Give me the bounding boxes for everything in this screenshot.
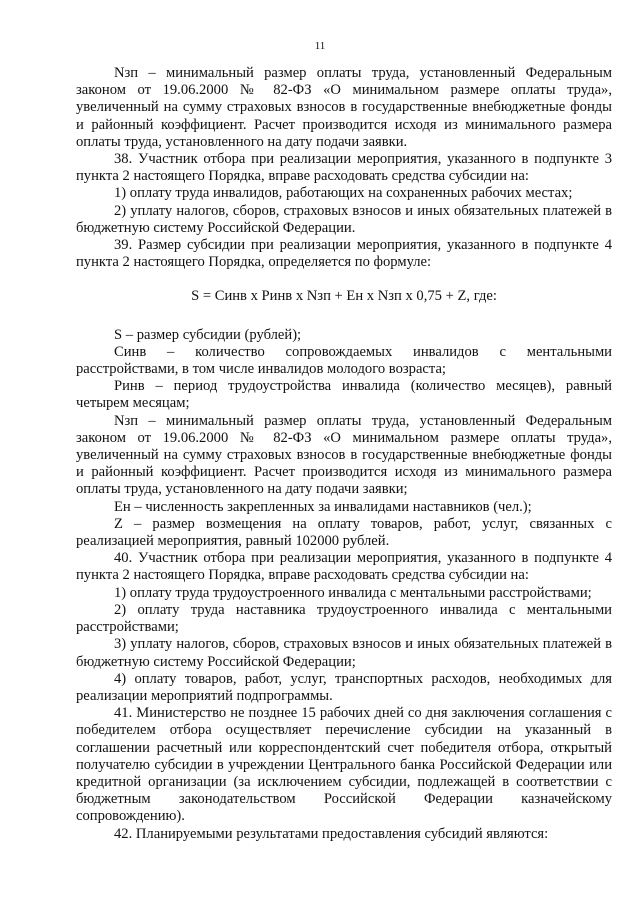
list-item-38-1: 1) оплату труда инвалидов, работающих на сохраненных рабочих местах; — [114, 185, 573, 202]
paragraph-42: 42. Планируемыми результатами предоставления субсидий являются: — [114, 825, 549, 842]
paragraph-38: 38. Участник отбора при реализации мероприятия, указанного в подпункте 3 пункта 2 настоящего Порядка, вправе расходовать средства субсидии на: — [76, 151, 612, 185]
page-number: 11 — [314, 40, 326, 52]
list-item-38-2: 2) уплату налогов, сборов, страховых взносов и иных обязательных платежей в бюджетную систему Российской Федерации. — [76, 202, 612, 236]
paragraph-41: 41. Министерство не позднее 15 рабочих дней со дня заключения соглашения с победителем отбора осуществляет перечисление субсидии на указанный в соглашении расчетный или корреспондентский счет победителя отбора, открытый получателю субсидии в учреждении Центрального банка Российской Федерации или кредитной организации (за исключением субсидии, подлежащей в соответствии с бюджетным законодательством Российской Федерации казначейскому сопровождению). — [76, 705, 612, 825]
list-item-40-4: 4) оплату товаров, работ, услуг, транспортных расходов, необходимых для реализации мероприятий подпрограммы. — [76, 670, 612, 704]
definition-nzp: Nзп – минимальный размер оплаты труда, установленный Федеральным законом от 19.06.2000 № 82-ФЗ «О минимальном размере оплаты труда», увеличенный на сумму страховых взносов в государственные внебюджетные фонды и районный коэффициент. Расчет производится исходя из минимального размера оплаты труда, установленного на дату подачи заявки; — [76, 412, 612, 498]
definition-z: Z – размер возмещения на оплату товаров, работ, услуг, связанных с реализацией мероприятия, равный 102000 рублей. — [76, 515, 612, 550]
formula: S = Синв x Ринв x Nзп + Ен x Nзп x 0,75 + Z, где: — [191, 288, 497, 305]
definition-en: Ен – численность закрепленных за инвалидами наставников (чел.); — [114, 498, 532, 515]
list-item-40-1: 1) оплату труда трудоустроенного инвалида с ментальными расстройствами; — [114, 584, 592, 601]
definition-s: S – размер субсидии (рублей); — [114, 326, 302, 343]
paragraph-40: 40. Участник отбора при реализации мероприятия, указанного в подпункте 4 пункта 2 настоящего Порядка, вправе расходовать средства субсидии на: — [76, 550, 612, 584]
list-item-40-3: 3) уплату налогов, сборов, страховых взносов и иных обязательных платежей в бюджетную систему Российской Федерации; — [76, 636, 612, 670]
definition-rinv: Ринв – период трудоустройства инвалида (количество месяцев), равный четырем месяцам; — [76, 378, 612, 412]
definition-sinv: Синв – количество сопровождаемых инвалидов с ментальными расстройствами, в том числе инвалидов молодого возраста; — [76, 343, 612, 378]
paragraph-39: 39. Размер субсидии при реализации мероприятия, указанного в подпункте 4 пункта 2 настоящего Порядка, определяется по формуле: — [76, 237, 612, 271]
document-body — [76, 65, 612, 843]
paragraph-nzp-definition: Nзп – минимальный размер оплаты труда, установленный Федеральным законом от 19.06.2000 № 82-ФЗ «О минимальном размере оплаты труда», увеличенный на сумму страховых взносов в государственные внебюджетные фонды и районный коэффициент. Расчет производится исходя из минимального размера оплаты труда, установленного на дату подачи заявки. — [76, 65, 612, 150]
list-item-40-2: 2) оплату труда наставника трудоустроенного инвалида с ментальными расстройствами; — [76, 601, 612, 636]
